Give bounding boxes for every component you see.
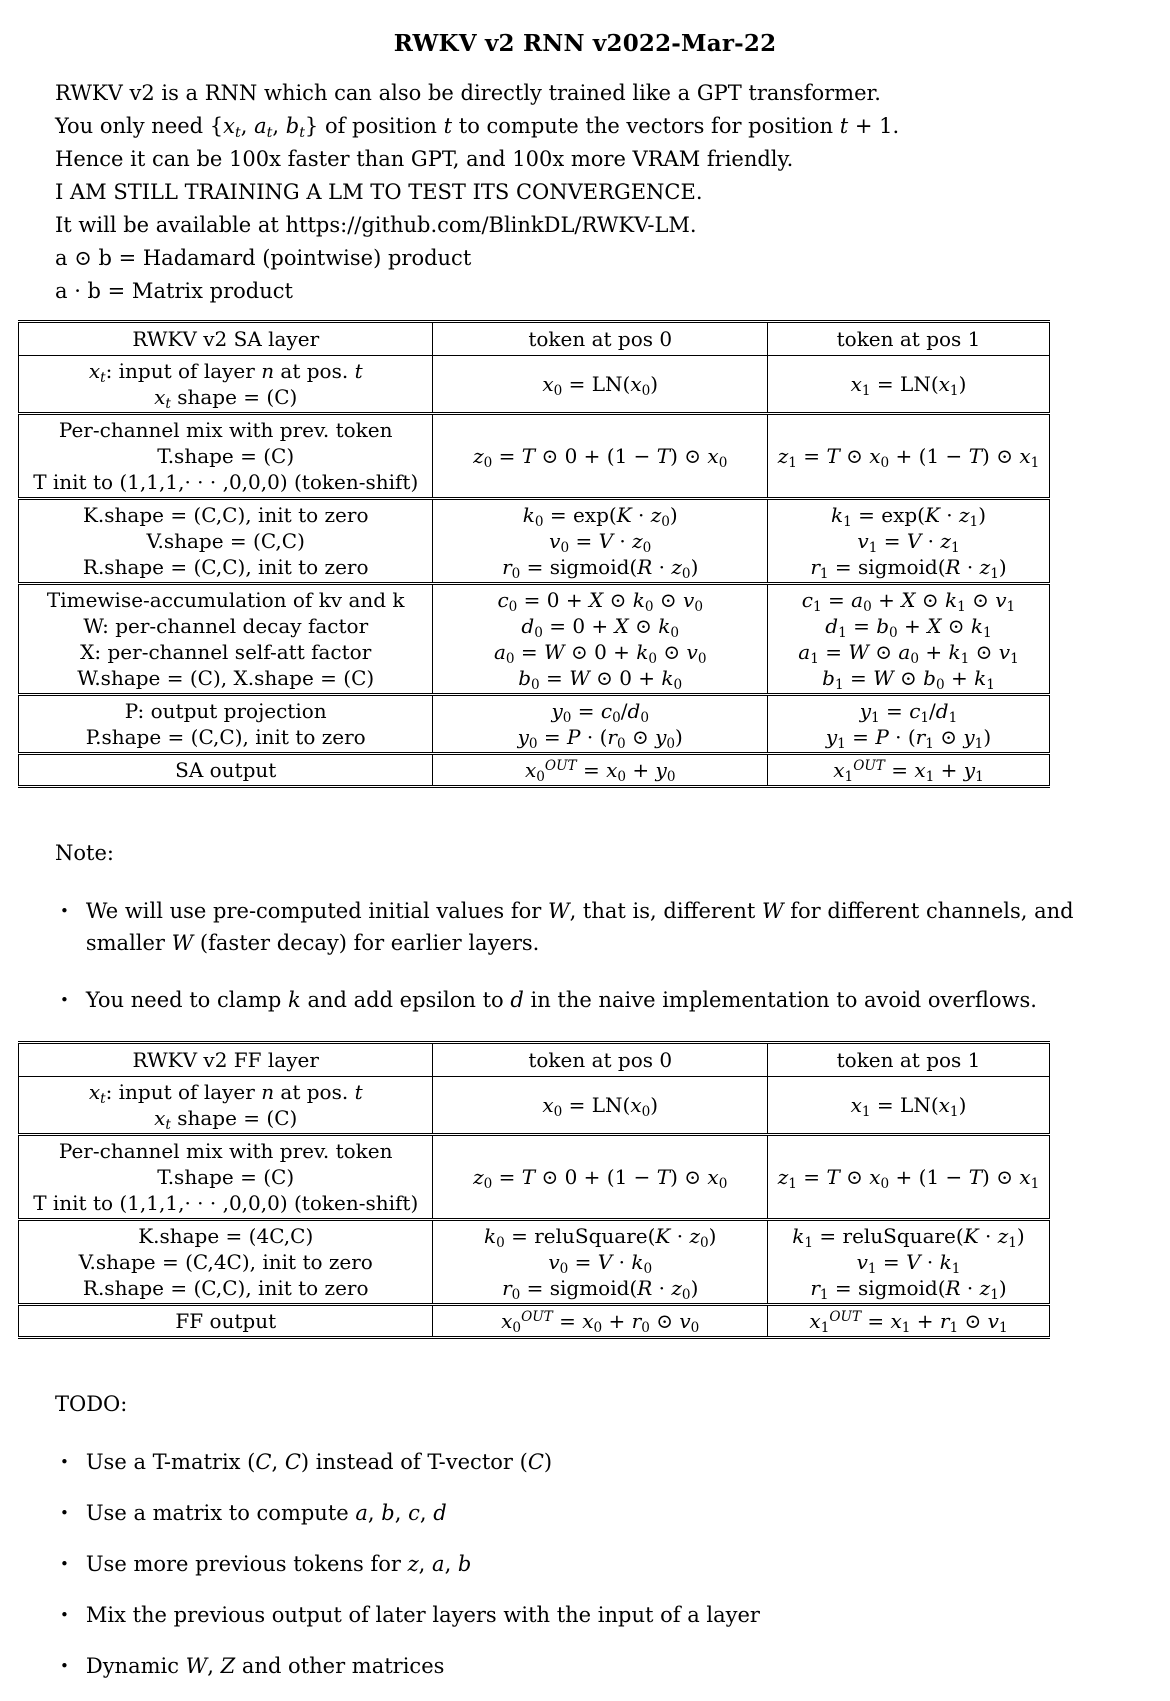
desc-cell [19,695,433,754]
math-line: $b_0 = W$ ⊙ $0 + k_0$ [518,666,683,693]
math-line: P: output projection [124,699,327,723]
table-header-cell: token at pos 1 [768,322,1050,356]
todo-heading: TODO: [55,1392,128,1416]
math-line: $d_1 = b_0 + X$ ⊙ $k_1$ [825,614,992,641]
math-line: $x_0 = LN(x_0)$ [542,372,659,399]
todo-section [0,1389,1170,1682]
pos0-cell [433,695,768,754]
intro-line: Hence it can be 100x faster than GPT, and 100x more VRAM friendly. [55,147,794,171]
math-line: $x_1^{OUT} = x_1 + r_1$ ⊙ $v_1$ [809,1309,1008,1336]
math-line: $r_0$ = sigmoid(R · $z_0$) [502,555,699,582]
table-row [19,1135,1050,1220]
pos1-cell [768,1135,1050,1220]
pos0-cell [433,414,768,499]
table-header-row [19,322,1050,356]
pos0-cell [433,754,768,787]
desc-cell [19,1220,433,1305]
pos0-cell [433,499,768,584]
bullet-text: Use more previous tokens for z, a, b [85,1552,472,1576]
table-row [19,356,1050,414]
intro-line: You only need {$x_t$, $a_t$, $b_t$} of position t to compute the vectors for position t + 1. [55,114,900,141]
math-line: R.shape = (C,C), init to zero [82,555,369,579]
math-line: Timewise-accumulation of kv and k [46,588,405,612]
desc-cell [19,754,433,787]
math-line: FF output [175,1309,277,1333]
math-line: $x_t$ shape = (C) [154,1106,298,1133]
bullet-item [60,895,1170,959]
desc-cell [19,1135,433,1220]
table-row [19,1220,1050,1305]
math-line: $x_t$: input of layer n at pos. t [88,359,363,386]
table-row [19,695,1050,754]
pos0-cell [433,1077,768,1135]
math-line: $v_0 = V \cdot z_0$ [549,529,652,556]
bullet-item [60,1446,1170,1478]
bullet-text: You need to clamp k and add epsilon to d in the naive implementation to avoid overflows. [85,988,1037,1012]
math-line: $c_0 = 0 + X$ ⊙ $k_0$ ⊙ $v_0$ [497,588,703,615]
bullet-icon: • [60,1657,69,1675]
math-line: $y_0 = c_0/d_0$ [551,699,649,726]
table-header-cell: RWKV v2 FF layer [19,1043,433,1077]
pos1-cell [768,1220,1050,1305]
table-row [19,499,1050,584]
todo-list [60,1446,1170,1682]
math-line: $r_1$ = sigmoid(R · $z_1$) [810,555,1007,582]
math-line: $x_0^{OUT} = x_0 + y_0$ [524,758,676,785]
math-line: K.shape = (4C,C) [138,1224,314,1248]
bullet-item [60,984,1170,1016]
math-line: Per-channel mix with prev. token [58,1139,393,1163]
bullet-text: Dynamic W, Z and other matrices [85,1654,445,1678]
math-line: $x_0^{OUT} = x_0 + r_0$ ⊙ $v_0$ [501,1309,700,1336]
math-line: $y_0 = P \cdot (r_0$ ⊙ $y_0$) [517,725,683,752]
table-header-cell: token at pos 0 [433,1043,768,1077]
intro-line: I AM STILL TRAINING A LM TO TEST ITS CONVERGENCE. [55,180,703,204]
math-line: $k_0 = \exp(K \cdot z_0)$ [522,503,678,530]
pos0-cell [433,356,768,414]
math-line: $v_1 = V \cdot z_1$ [857,529,960,556]
table-header-cell: RWKV v2 SA layer [19,322,433,356]
bullet-icon: • [60,1504,69,1522]
intro-line-hadamard-def: a ⊙ b = Hadamard (pointwise) product [55,246,472,270]
note-list [60,895,1170,1016]
math-line: R.shape = (C,C), init to zero [82,1276,369,1300]
math-line: $v_0 = V \cdot k_0$ [548,1250,653,1277]
math-line: $x_1^{OUT} = x_1 + y_1$ [833,758,984,785]
table-header-cell: token at pos 1 [768,1043,1050,1077]
bullet-icon: • [60,902,69,920]
pos1-cell [768,414,1050,499]
math-line: Per-channel mix with prev. token [58,418,393,442]
table-row [19,584,1050,695]
pos0-cell [433,1220,768,1305]
pos0-cell [433,584,768,695]
bullet-item [60,1497,1170,1529]
math-line: $v_1 = V \cdot k_1$ [856,1250,961,1277]
desc-cell [19,356,433,414]
bullet-text: Mix the previous output of later layers with the input of a layer [85,1603,760,1627]
desc-cell [19,584,433,695]
math-line: W: per-channel decay factor [83,614,369,638]
math-line: $a_0 = W$ ⊙ $0 + k_0$ ⊙ $v_0$ [493,640,707,667]
pos0-cell [433,1135,768,1220]
table-header-cell: token at pos 0 [433,322,768,356]
math-line: T init to (1,1,1,· · · ,0,0,0) (token-shift) [33,1191,419,1215]
intro-paragraph [55,77,1170,308]
math-line: $a_1 = W$ ⊙ $a_0 + k_1$ ⊙ $v_1$ [798,640,1019,667]
math-line: T init to (1,1,1,· · · ,0,0,0) (token-shift) [33,470,419,494]
math-line: K.shape = (C,C), init to zero [82,503,369,527]
bullet-item [60,1599,1170,1631]
intro-line-github-url: It will be available at https://github.com/BlinkDL/RWKV-LM. [55,213,697,237]
math-line: T.shape = (C) [157,1165,295,1189]
bullet-item [60,1548,1170,1580]
math-line: $y_1 = P \cdot (r_1$ ⊙ $y_1$) [825,725,992,752]
math-line: T.shape = (C) [157,444,295,468]
pos1-cell [768,584,1050,695]
desc-cell [19,414,433,499]
sa-layer-table [18,320,1050,788]
note-section [0,838,1170,1016]
table-row [19,1077,1050,1135]
math-line: $y_1 = c_1/d_1$ [859,699,958,726]
pos1-cell [768,356,1050,414]
ff-layer-table [18,1041,1050,1339]
bullet-text: Use a T-matrix (C, C) instead of T-vector (C) [85,1450,553,1474]
math-line: $z_1 = T$ ⊙ $x_0 + (1 - T)$ ⊙ $x_1$ [777,444,1040,471]
math-line: $d_0 = 0 + X$ ⊙ $k_0$ [521,614,680,641]
bullet-icon: • [60,1555,69,1573]
note-heading: Note: [55,841,114,865]
math-line: $x_1 = LN(x_1)$ [850,372,967,399]
math-line: X: per-channel self-att factor [80,640,372,664]
intro-line: RWKV v2 is a RNN which can also be directly trained like a GPT transformer. [55,81,881,105]
bullet-icon: • [60,1453,69,1471]
math-line: $x_t$: input of layer n at pos. t [88,1080,363,1107]
math-line: $z_0 = T$ ⊙ 0 + (1 − T) ⊙ $x_0$ [473,1165,728,1192]
intro-line-matrix-def: a · b = Matrix product [55,279,293,303]
math-line: V.shape = (C,4C), init to zero [78,1250,373,1274]
pos1-cell [768,754,1050,787]
bullet-text: Use a matrix to compute a, b, c, d [85,1501,447,1525]
math-line: $k_0$ = reluSquare(K · $z_0$) [483,1224,717,1251]
bullet-icon: • [60,991,69,1009]
math-line: W.shape = (C), X.shape = (C) [77,666,375,690]
bullet-icon: • [60,1606,69,1624]
math-line: $x_t$ shape = (C) [154,385,298,412]
table-header-row [19,1043,1050,1077]
table-row [19,414,1050,499]
math-line: P.shape = (C,C), init to zero [85,725,366,749]
pos1-cell [768,499,1050,584]
pos1-cell [768,1305,1050,1338]
math-line: V.shape = (C,C) [146,529,305,553]
pos1-cell [768,1077,1050,1135]
page-title: RWKV v2 RNN v2022-Mar-22 [393,30,777,57]
math-line: $x_1 = LN(x_1)$ [850,1093,967,1120]
math-line: $b_1 = W$ ⊙ $b_0 + k_1$ [822,666,995,693]
bullet-text: We will use pre-computed initial values for W, that is, different W for different channels, and smaller W (faster decay) for earlier layers. [85,899,1074,955]
math-line: $c_1 = a_0 + X$ ⊙ $k_1$ ⊙ $v_1$ [801,588,1016,615]
table-row [19,754,1050,787]
desc-cell [19,499,433,584]
pos0-cell [433,1305,768,1338]
math-line: $r_0$ = sigmoid(R · $z_0$) [502,1276,699,1303]
math-line: $x_0 = LN(x_0)$ [542,1093,659,1120]
math-line: $z_0 = T$ ⊙ 0 + (1 − T) ⊙ $x_0$ [473,444,728,471]
pos1-cell [768,695,1050,754]
desc-cell [19,1305,433,1338]
math-line: SA output [175,758,277,782]
math-line: $k_1 = \exp(K \cdot z_1)$ [830,503,987,530]
table-row [19,1305,1050,1338]
math-line: $k_1$ = reluSquare(K · $z_1$) [792,1224,1025,1251]
desc-cell [19,1077,433,1135]
bullet-item [60,1650,1170,1682]
math-line: $r_1$ = sigmoid(R · $z_1$) [810,1276,1007,1303]
math-line: $z_1 = T$ ⊙ $x_0 + (1 - T)$ ⊙ $x_1$ [777,1165,1040,1192]
